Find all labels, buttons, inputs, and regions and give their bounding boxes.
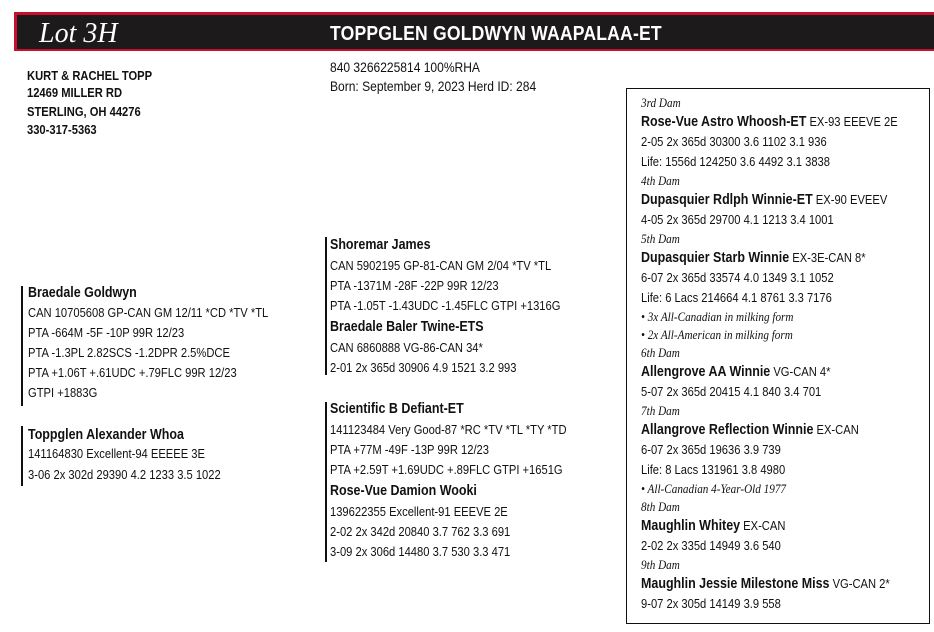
consignor-address2: STERLING, OH 44276 bbox=[27, 104, 141, 119]
born-line: Born: September 9, 2023 Herd ID: 284 bbox=[330, 78, 537, 94]
dam-label: 9th Dam bbox=[641, 557, 680, 572]
dam-sire-name: Scientific B Defiant-ET bbox=[330, 401, 464, 417]
dam-name: Toppglen Alexander Whoa bbox=[28, 427, 184, 443]
dam-label: 4th Dam bbox=[641, 173, 680, 188]
sire-sire-name: Shoremar James bbox=[330, 237, 431, 253]
sire-dam-line: 2-01 2x 365d 30906 4.9 1521 3.2 993 bbox=[330, 360, 517, 375]
dam-record-line: Life: 1556d 124250 3.6 4492 3.1 3838 bbox=[641, 154, 830, 169]
dam-record-line: 2-02 2x 335d 14949 3.6 540 bbox=[641, 538, 781, 553]
dam-entry-name: Dupasquier Starb Winnie EX-3E-CAN 8* bbox=[641, 250, 866, 266]
sire-sire-line: CAN 5902195 GP-81-CAN GM 2/04 *TV *TL bbox=[330, 258, 552, 273]
dam-record-line: 6-07 2x 365d 33574 4.0 1349 3.1 1052 bbox=[641, 270, 834, 285]
sire-line: PTA -1.3PL 2.82SCS -1.2DPR 2.5%DCE bbox=[28, 345, 230, 360]
sire-dam-line: CAN 6860888 VG-86-CAN 34* bbox=[330, 340, 483, 355]
dam-entry-name: Maughlin Whitey EX-CAN bbox=[641, 518, 786, 534]
dam-label: 3rd Dam bbox=[641, 95, 681, 110]
sire-line: PTA -664M -5F -10P 99R 12/23 bbox=[28, 325, 185, 340]
sire-ancestry-bracket bbox=[325, 237, 327, 375]
dam-ancestry-bracket bbox=[325, 402, 327, 562]
dam-label: 6th Dam bbox=[641, 345, 680, 360]
sire-line: PTA +1.06T +.61UDC +.79FLC 99R 12/23 bbox=[28, 365, 237, 380]
sire-bracket bbox=[21, 286, 23, 406]
consignor-phone: 330-317-5363 bbox=[27, 122, 97, 137]
registration-line: 840 3266225814 100%RHA bbox=[330, 59, 480, 75]
dam-record-line: 4-05 2x 365d 29700 4.1 1213 3.4 1001 bbox=[641, 212, 834, 227]
dam-sire-line: PTA +2.59T +1.69UDC +.89FLC GTPI +1651G bbox=[330, 462, 563, 477]
dam-dam-line: 139622355 Excellent-91 EEEVE 2E bbox=[330, 504, 508, 519]
sire-line: GTPI +1883G bbox=[28, 385, 98, 400]
consignor-name: KURT & RACHEL TOPP bbox=[27, 68, 153, 83]
dam-honor-note: • 3x All-Canadian in milking form bbox=[641, 309, 794, 324]
dam-record-line: Life: 8 Lacs 131961 3.8 4980 bbox=[641, 462, 786, 477]
sire-sire-line: PTA -1.05T -1.43UDC -1.45FLC GTPI +1316G bbox=[330, 298, 561, 313]
dam-dam-name: Rose-Vue Damion Wooki bbox=[330, 483, 477, 499]
dam-entry-name: Allengrove AA Winnie VG-CAN 4* bbox=[641, 364, 831, 380]
dam-record-line: 9-07 2x 305d 14149 3.9 558 bbox=[641, 596, 781, 611]
dam-honor-note: • All-Canadian 4-Year-Old 1977 bbox=[641, 481, 787, 496]
dam-entry-name: Dupasquier Rdlph Winnie-ET EX-90 EVEEV bbox=[641, 192, 888, 208]
dam-label: 7th Dam bbox=[641, 403, 680, 418]
dam-line: 3-06 2x 302d 29390 4.2 1233 3.5 1022 bbox=[28, 467, 221, 482]
consignor-address1: 12469 MILLER RD bbox=[27, 85, 123, 100]
dam-entry-name: Allangrove Reflection Winnie EX-CAN bbox=[641, 422, 859, 438]
dam-sire-line: 141123484 Very Good-87 *RC *TV *TL *TY *TD bbox=[330, 422, 567, 437]
dam-record-line: Life: 6 Lacs 214664 4.1 8761 3.3 7176 bbox=[641, 290, 832, 305]
dam-entry-name: Rose-Vue Astro Whoosh-ET EX-93 EEEVE 2E bbox=[641, 114, 898, 130]
dam-bracket bbox=[21, 426, 23, 486]
sire-dam-name: Braedale Baler Twine-ETS bbox=[330, 319, 484, 335]
dam-record-line: 6-07 2x 365d 19636 3.9 739 bbox=[641, 442, 781, 457]
dam-dam-line: 2-02 2x 342d 20840 3.7 762 3.3 691 bbox=[330, 524, 511, 539]
dam-record-line: 2-05 2x 365d 30300 3.6 1102 3.1 936 bbox=[641, 134, 827, 149]
dam-line: 141164830 Excellent-94 EEEEE 3E bbox=[28, 446, 205, 461]
dam-sire-line: PTA +77M -49F -13P 99R 12/23 bbox=[330, 442, 490, 457]
animal-name-title: TOPPGLEN GOLDWYN WAAPALAA-ET bbox=[330, 23, 662, 45]
dam-record-line: 5-07 2x 365d 20415 4.1 840 3.4 701 bbox=[641, 384, 822, 399]
header-underline bbox=[14, 49, 934, 51]
sire-name: Braedale Goldwyn bbox=[28, 285, 137, 301]
dam-dam-line: 3-09 2x 306d 14480 3.7 530 3.3 471 bbox=[330, 544, 511, 559]
dam-label: 5th Dam bbox=[641, 231, 680, 246]
dam-label: 8th Dam bbox=[641, 499, 680, 514]
dam-honor-note: • 2x All-American in milking form bbox=[641, 327, 793, 342]
sire-line: CAN 10705608 GP-CAN GM 12/11 *CD *TV *TL bbox=[28, 305, 269, 320]
lot-number: Lot 3H bbox=[39, 18, 118, 49]
header-bar bbox=[14, 12, 934, 50]
sire-sire-line: PTA -1371M -28F -22P 99R 12/23 bbox=[330, 278, 499, 293]
dam-entry-name: Maughlin Jessie Milestone Miss VG-CAN 2* bbox=[641, 576, 890, 592]
